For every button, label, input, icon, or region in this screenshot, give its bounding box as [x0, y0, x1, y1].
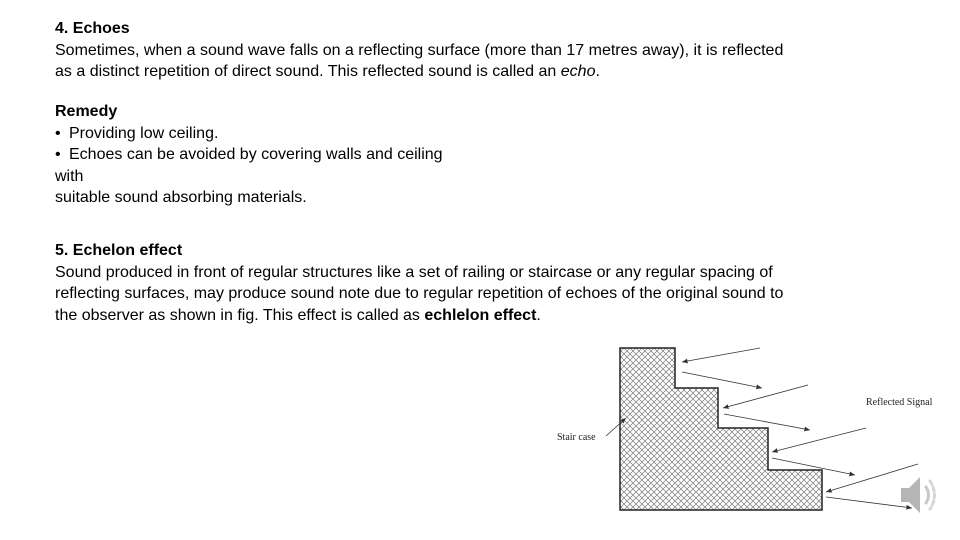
staircase-label: Stair case [557, 432, 596, 443]
reflected-signal-label: Reflected Signal [866, 397, 933, 408]
section-echoes [55, 18, 783, 83]
remedy-bullet-2 [55, 144, 443, 166]
remedy-bullet-2-text: Echoes can be avoided by covering walls and ceiling [69, 146, 443, 163]
echoes-text-line-2-end: . [595, 63, 600, 80]
echelon-text-line-3-start: the observer as shown in fig. This effect is called as [55, 306, 425, 324]
echelon-text-line-2: reflecting surfaces, may produce sound note due to regular repetition of echoes of the original sound to [55, 285, 784, 302]
speaker-icon[interactable] [898, 472, 942, 518]
remedy-heading: Remedy [55, 103, 118, 120]
echoes-text-line-2 [55, 61, 783, 83]
section-echelon [55, 240, 783, 326]
echoes-text-line-2-start: as a distinct repetition of direct sound. This reflected sound is called an [55, 63, 561, 80]
echoes-text-line-1: Sometimes, when a sound wave falls on a reflecting surface (more than 17 metres away), it is reflected [55, 41, 784, 59]
staircase-shape [620, 348, 822, 510]
echelon-effect-term: echlelon effect [424, 306, 537, 324]
staircase-echelon-diagram [550, 340, 950, 530]
bullet-icon: • [55, 146, 61, 163]
remedy-continuation-2: suitable sound absorbing materials. [55, 189, 307, 206]
remedy-bullet-1-text: Providing low ceiling. [69, 124, 219, 142]
bullet-icon: • [55, 124, 61, 142]
remedy-bullet-1 [55, 123, 443, 145]
echelon-text-line-3 [55, 305, 783, 327]
section-heading-echelon: 5. Echelon effect [55, 242, 183, 259]
echelon-text-line-3-end: . [536, 306, 541, 324]
section-heading-echoes: 4. Echoes [55, 20, 130, 37]
remedy-continuation-1: with [55, 167, 84, 185]
echelon-text-line-1: Sound produced in front of regular structures like a set of railing or staircase or any regular spacing of [55, 263, 773, 281]
echo-term: echo [560, 63, 596, 80]
section-remedy [55, 101, 443, 209]
